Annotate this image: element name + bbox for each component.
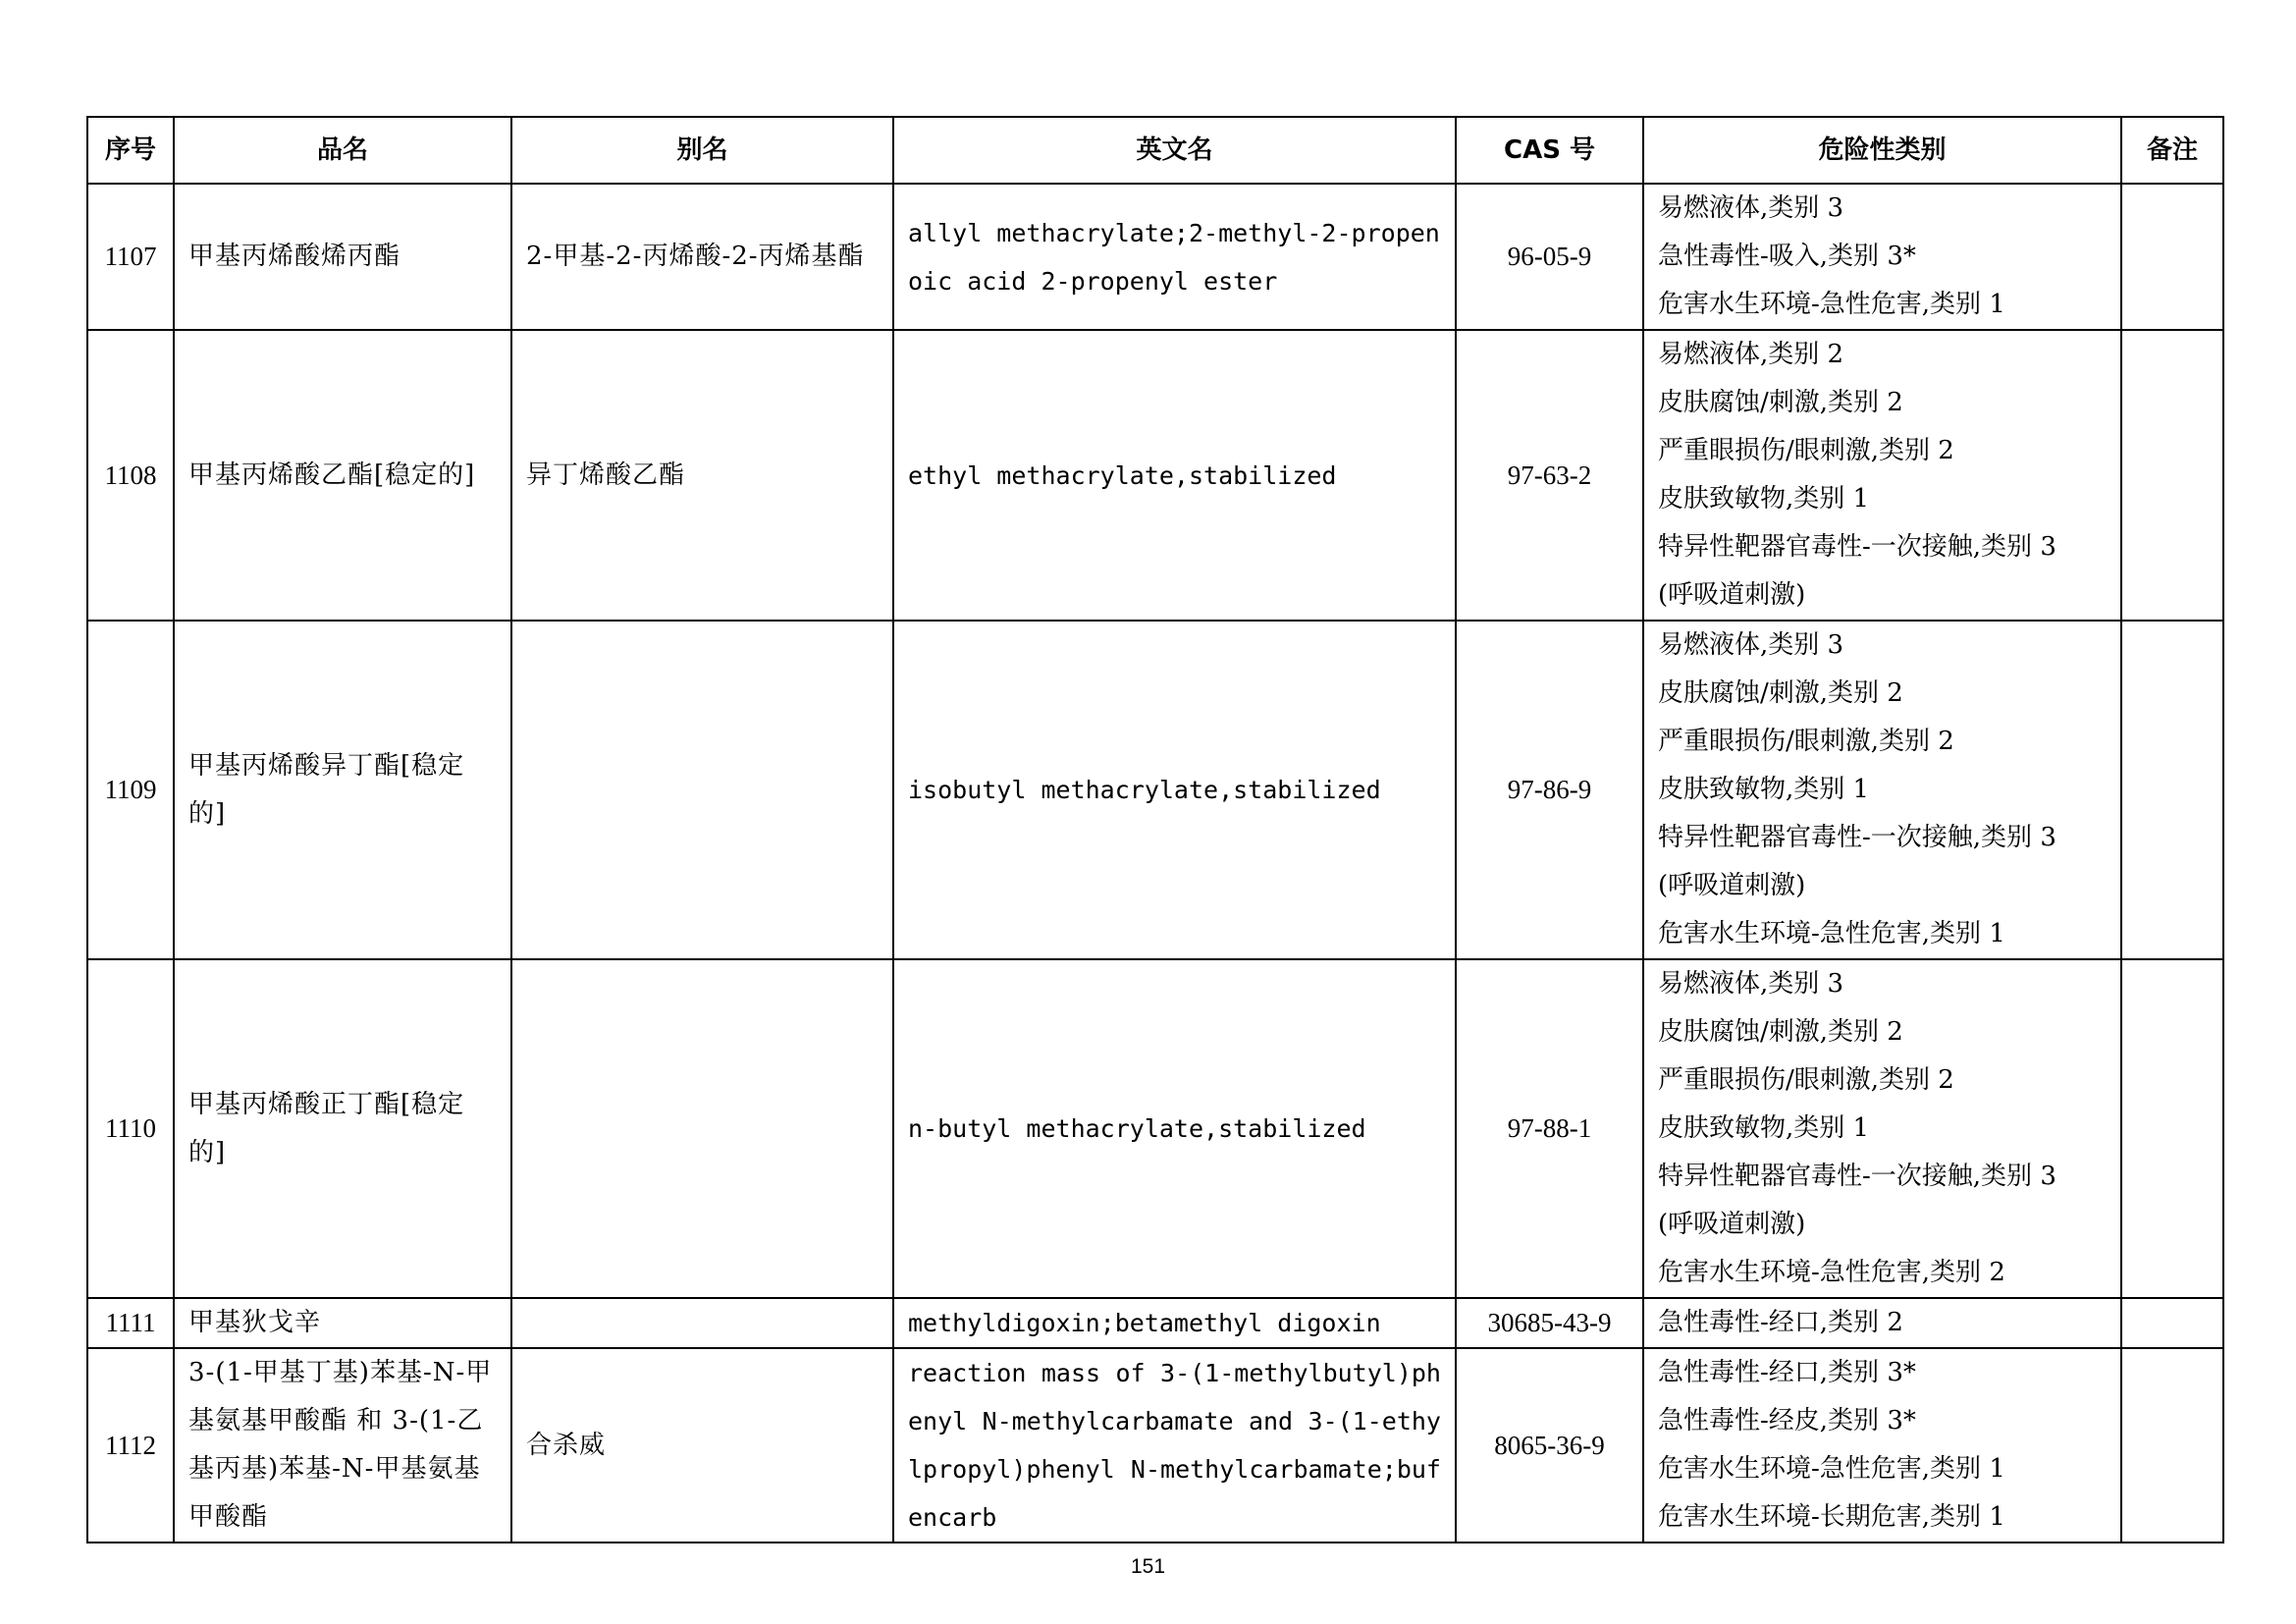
hazard-line: 特异性靶器官毒性-一次接触,类别 3 [1658,823,2056,852]
cell-name: 甲基丙烯酸正丁酯[稳定的] [174,959,511,1298]
hazard-line: 严重眼损伤/眼刺激,类别 2 [1658,727,1954,756]
hazard-line: (呼吸道刺激) [1658,871,1806,900]
cell-remark [2121,184,2223,330]
hazard-line: 皮肤腐蚀/刺激,类别 2 [1658,1017,1903,1047]
header-hazard: 危险性类别 [1643,117,2121,184]
cell-cas: 97-86-9 [1456,621,1643,959]
cell-name: 甲基丙烯酸烯丙酯 [174,184,511,330]
cell-name: 甲基丙烯酸异丁酯[稳定的] [174,621,511,959]
cell-english: methyldigoxin;betamethyl digoxin [893,1298,1456,1348]
cell-cas: 96-05-9 [1456,184,1643,330]
hazard-line: 皮肤腐蚀/刺激,类别 2 [1658,678,1903,708]
cell-hazard [1643,959,2121,1298]
header-name: 品名 [174,117,511,184]
cell-remark [2121,959,2223,1298]
table-row [87,330,2223,621]
cell-seq: 1112 [87,1348,174,1543]
cell-alias [511,959,893,1298]
table-header-row [87,117,2223,184]
hazard-line: 易燃液体,类别 3 [1658,630,1844,660]
cell-alias: 异丁烯酸乙酯 [511,330,893,621]
header-alias: 别名 [511,117,893,184]
hazard-line: 急性毒性-经口,类别 2 [1658,1308,1903,1337]
header-remark: 备注 [2121,117,2223,184]
hazard-line: 皮肤腐蚀/刺激,类别 2 [1658,388,1903,417]
cell-alias [511,1298,893,1348]
cell-hazard [1643,184,2121,330]
cell-cas: 30685-43-9 [1456,1298,1643,1348]
hazard-line: 严重眼损伤/眼刺激,类别 2 [1658,1065,1954,1095]
hazard-line: 易燃液体,类别 3 [1658,193,1844,223]
cell-hazard [1643,621,2121,959]
cell-cas: 97-63-2 [1456,330,1643,621]
cell-english: isobutyl methacrylate,stabilized [893,621,1456,959]
hazard-line: 特异性靶器官毒性-一次接触,类别 3 [1658,1162,2056,1191]
table-row [87,621,2223,959]
cell-alias: 合杀威 [511,1348,893,1543]
hazard-line: 急性毒性-吸入,类别 3* [1658,242,1916,271]
table-row [87,184,2223,330]
cell-seq: 1111 [87,1298,174,1348]
hazard-line: 危害水生环境-急性危害,类别 1 [1658,919,2005,948]
cell-seq: 1107 [87,184,174,330]
cell-name: 甲基狄戈辛 [174,1298,511,1348]
cell-hazard [1643,1348,2121,1543]
hazard-line: 危害水生环境-急性危害,类别 1 [1658,1454,2005,1484]
cell-name: 3-(1-甲基丁基)苯基-N-甲基氨基甲酸酯 和 3-(1-乙基丙基)苯基-N-甲基氨基甲酸酯 [174,1348,511,1543]
hazard-line: 易燃液体,类别 3 [1658,969,1844,999]
hazard-line: 急性毒性-经口,类别 3* [1658,1358,1916,1387]
hazard-line: 急性毒性-经皮,类别 3* [1658,1406,1916,1435]
cell-seq: 1109 [87,621,174,959]
cell-alias: 2-甲基-2-丙烯酸-2-丙烯基酯 [511,184,893,330]
cell-alias [511,621,893,959]
cell-hazard [1643,1298,2121,1348]
chemical-table-container [86,116,2222,1543]
cell-seq: 1108 [87,330,174,621]
hazard-line: 严重眼损伤/眼刺激,类别 2 [1658,436,1954,465]
page-number: 151 [1130,1555,1166,1578]
table-row [87,959,2223,1298]
table-row [87,1348,2223,1543]
cell-remark [2121,1348,2223,1543]
cell-english: allyl methacrylate;2-methyl-2-propenoic acid 2-propenyl ester [893,184,1456,330]
cell-remark [2121,621,2223,959]
cell-seq: 1110 [87,959,174,1298]
cell-remark [2121,330,2223,621]
cell-hazard [1643,330,2121,621]
hazard-line: 特异性靶器官毒性-一次接触,类别 3 [1658,532,2056,562]
hazard-line: (呼吸道刺激) [1658,580,1806,610]
cell-english: reaction mass of 3-(1-methylbutyl)phenyl N-methylcarbamate and 3-(1-ethylpropyl)phenyl N-methylcarbamate;bufencarb [893,1348,1456,1543]
cell-remark [2121,1298,2223,1348]
hazard-line: 皮肤致敏物,类别 1 [1658,1113,1870,1143]
cell-cas: 97-88-1 [1456,959,1643,1298]
hazard-line: (呼吸道刺激) [1658,1210,1806,1239]
table-row [87,1298,2223,1348]
header-seq: 序号 [87,117,174,184]
cell-english: n-butyl methacrylate,stabilized [893,959,1456,1298]
hazard-line: 易燃液体,类别 2 [1658,340,1844,369]
cell-english: ethyl methacrylate,stabilized [893,330,1456,621]
hazard-line: 皮肤致敏物,类别 1 [1658,484,1870,514]
cell-name: 甲基丙烯酸乙酯[稳定的] [174,330,511,621]
hazardous-chemicals-table [86,116,2224,1543]
hazard-line: 危害水生环境-长期危害,类别 1 [1658,1502,2005,1532]
header-english: 英文名 [893,117,1456,184]
hazard-line: 危害水生环境-急性危害,类别 1 [1658,290,2005,319]
hazard-line: 危害水生环境-急性危害,类别 2 [1658,1258,2005,1287]
cell-cas: 8065-36-9 [1456,1348,1643,1543]
header-cas: CAS 号 [1456,117,1643,184]
hazard-line: 皮肤致敏物,类别 1 [1658,775,1870,804]
